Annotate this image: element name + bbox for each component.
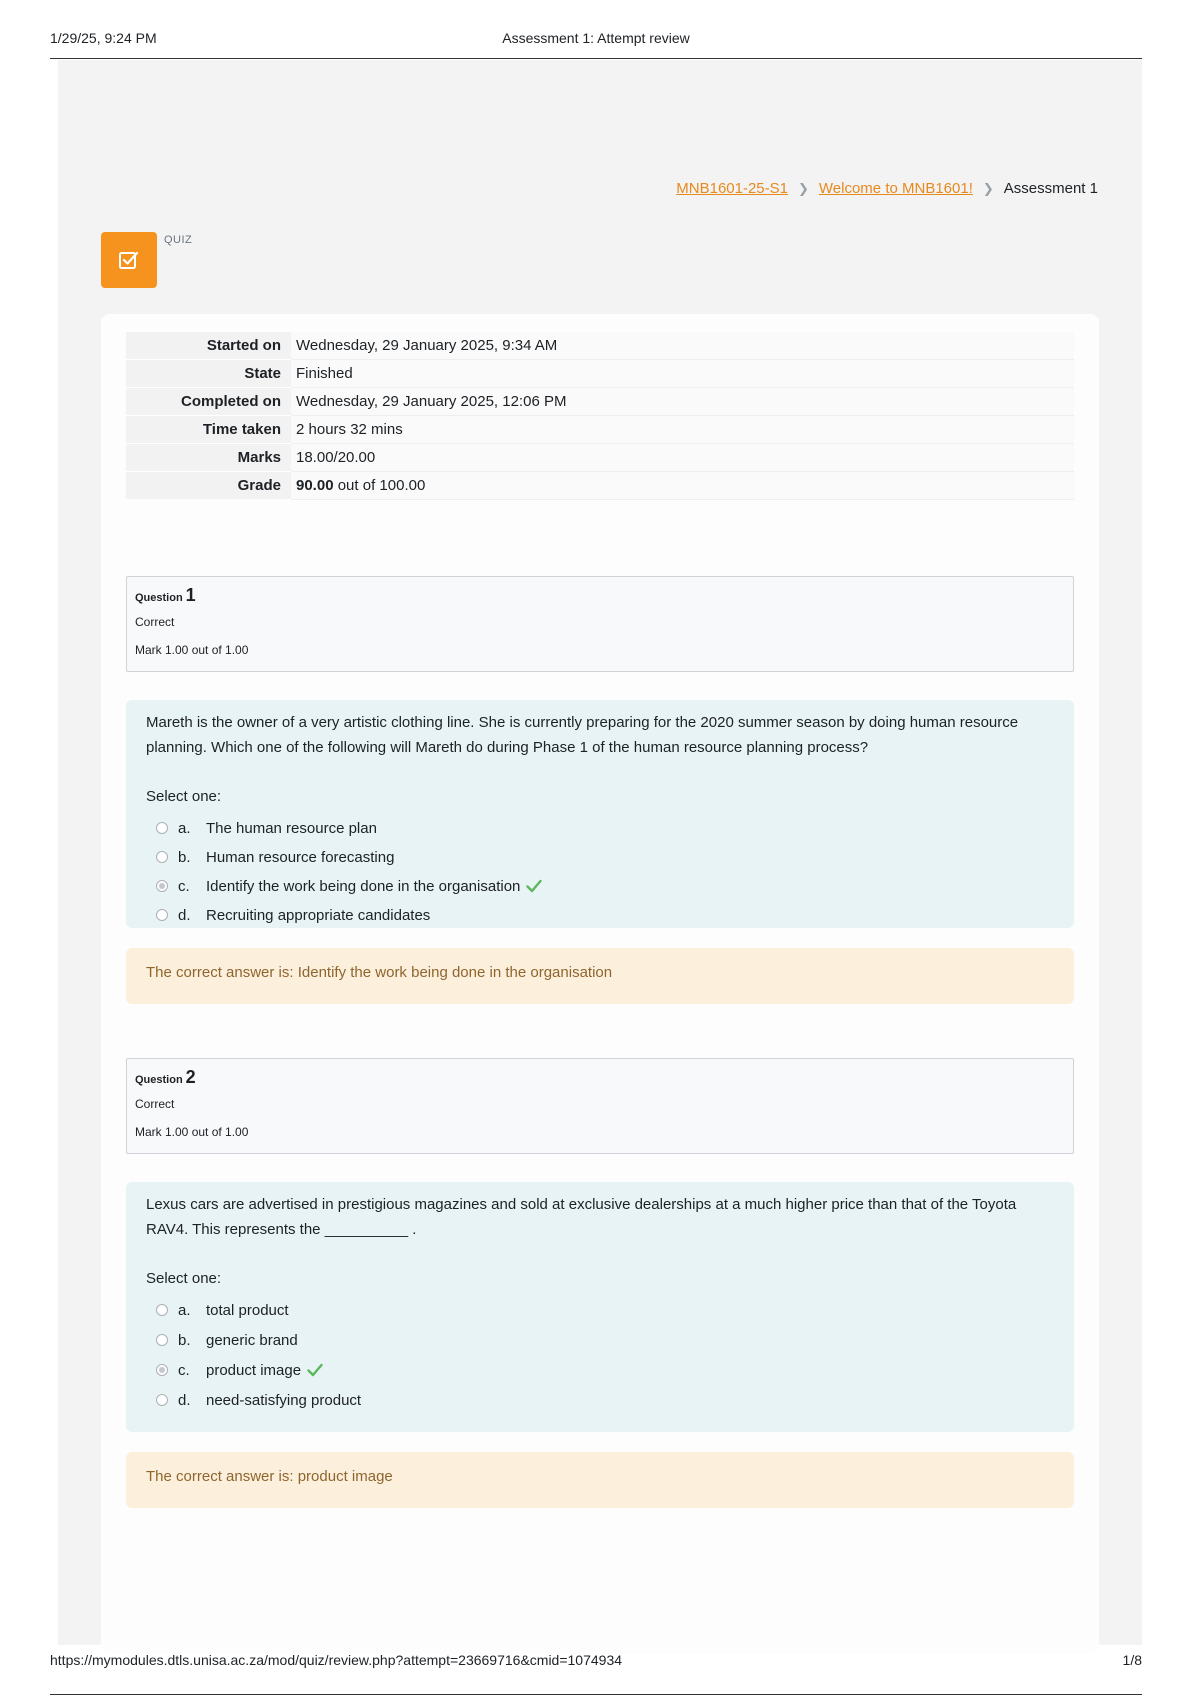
- breadcrumb-current: Assessment 1: [1003, 180, 1098, 197]
- answer-option-a[interactable]: [156, 1297, 289, 1323]
- radio-button[interactable]: [156, 1364, 168, 1376]
- question-content-2: [126, 1182, 1074, 1432]
- review-card: [101, 314, 1099, 1654]
- option-letter: a.: [178, 1301, 191, 1319]
- print-date: 1/29/25, 9:24 PM: [50, 30, 157, 46]
- summary-label: Time taken: [126, 416, 291, 444]
- select-prompt: Select one:: [146, 1270, 222, 1287]
- breadcrumb-course-link[interactable]: MNB1601-25-S1: [676, 180, 788, 197]
- question-num: 1: [185, 585, 196, 605]
- grade-value: 90.00: [296, 477, 334, 494]
- radio-button[interactable]: [156, 880, 168, 892]
- question-content-1: [126, 700, 1074, 928]
- option-letter: d.: [178, 1391, 191, 1409]
- page-number: 1/8: [1122, 1652, 1142, 1668]
- question-grade: Mark 1.00 out of 1.00: [135, 643, 249, 657]
- activity-type-label: QUIZ: [164, 234, 193, 246]
- summary-row: [126, 444, 1074, 472]
- question-number: [135, 1067, 196, 1088]
- answer-option-d[interactable]: [156, 1387, 361, 1413]
- option-text: need-satisfying product: [206, 1391, 362, 1409]
- summary-value: Wednesday, 29 January 2025, 9:34 AM: [291, 332, 1074, 360]
- option-letter: b.: [178, 848, 191, 866]
- feedback-text: The correct answer is: product image: [146, 1468, 393, 1485]
- summary-row: [126, 416, 1074, 444]
- question-grade: Mark 1.00 out of 1.00: [135, 1125, 249, 1139]
- option-letter: c.: [178, 1361, 190, 1379]
- summary-value: Wednesday, 29 January 2025, 12:06 PM: [291, 388, 1074, 416]
- correct-answer-feedback-1: [126, 948, 1074, 1004]
- option-text: product image: [206, 1361, 302, 1379]
- breadcrumb-welcome-link[interactable]: Welcome to MNB1601!: [818, 180, 973, 197]
- print-header: [50, 28, 1142, 59]
- option-text: total product: [206, 1301, 289, 1319]
- summary-row: [126, 472, 1074, 500]
- option-letter: d.: [178, 906, 191, 924]
- radio-button[interactable]: [156, 1334, 168, 1346]
- answer-option-a[interactable]: [156, 815, 377, 841]
- summary-value: 18.00/20.00: [291, 444, 1074, 472]
- question-text: Mareth is the owner of a very artistic clothing line. She is currently preparing for the 2020 summer season by doing human resource planning. Which one of the following will Mareth do during Phase 1 of the human resource planning process?: [146, 714, 1019, 756]
- option-text: Identify the work being done in the organisation: [206, 877, 521, 895]
- page-url: https://mymodules.dtls.unisa.ac.za/mod/quiz/review.php?attempt=23669716&cmid=1074934: [50, 1652, 623, 1668]
- radio-button[interactable]: [156, 909, 168, 921]
- question-state: Correct: [135, 1097, 175, 1111]
- radio-button[interactable]: [156, 822, 168, 834]
- grade-out-of: out of 100.00: [333, 477, 426, 494]
- answer-option-c[interactable]: [156, 873, 542, 899]
- radio-button[interactable]: [156, 1304, 168, 1316]
- answer-option-d[interactable]: [156, 902, 430, 928]
- option-letter: b.: [178, 1331, 191, 1349]
- question-text: Lexus cars are advertised in prestigious magazines and sold at exclusive dealerships at a much higher price than that of the Toyota RAV4. This represents the __________ .: [146, 1196, 1017, 1238]
- checkmark-icon: [307, 1363, 323, 1377]
- answer-option-c[interactable]: [156, 1357, 323, 1383]
- quiz-checkbox-icon: [101, 232, 157, 288]
- question-info-1: [126, 576, 1074, 672]
- answer-option-b[interactable]: [156, 844, 394, 870]
- summary-label: State: [126, 360, 291, 388]
- question-state: Correct: [135, 615, 175, 629]
- option-letter: c.: [178, 877, 190, 895]
- option-letter: a.: [178, 819, 191, 837]
- chevron-right-icon: ❯: [798, 180, 809, 196]
- option-text: Human resource forecasting: [206, 848, 395, 866]
- question-info-2: [126, 1058, 1074, 1154]
- feedback-text: The correct answer is: Identify the work being done in the organisation: [146, 964, 613, 981]
- checkmark-icon: [526, 879, 542, 893]
- option-text: The human resource plan: [206, 819, 377, 837]
- radio-button[interactable]: [156, 851, 168, 863]
- option-text: Recruiting appropriate candidates: [206, 906, 431, 924]
- summary-label: Marks: [126, 444, 291, 472]
- option-text: generic brand: [206, 1331, 298, 1349]
- correct-answer-feedback-2: [126, 1452, 1074, 1508]
- chevron-right-icon: ❯: [982, 180, 994, 196]
- print-title: Assessment 1: Attempt review: [502, 30, 690, 46]
- select-prompt: Select one:: [146, 788, 222, 805]
- summary-label: Started on: [126, 332, 291, 360]
- summary-row: [126, 388, 1074, 416]
- breadcrumb: [676, 180, 1098, 197]
- radio-button[interactable]: [156, 1394, 168, 1406]
- page-content: [58, 60, 1142, 1645]
- summary-row: [126, 332, 1074, 360]
- summary-label: Grade: [126, 472, 291, 500]
- summary-label: Completed on: [126, 388, 291, 416]
- question-label: Question: [135, 592, 183, 604]
- question-num: 2: [185, 1067, 196, 1087]
- summary-row: [126, 360, 1074, 388]
- question-label: Question: [135, 1074, 183, 1086]
- summary-value: [291, 472, 1074, 500]
- summary-value: 2 hours 32 mins: [291, 416, 1074, 444]
- summary-value: Finished: [291, 360, 1074, 388]
- question-number: [135, 585, 196, 606]
- print-footer: [50, 1650, 1142, 1695]
- answer-option-b[interactable]: [156, 1327, 298, 1353]
- attempt-summary-table: [126, 332, 1074, 500]
